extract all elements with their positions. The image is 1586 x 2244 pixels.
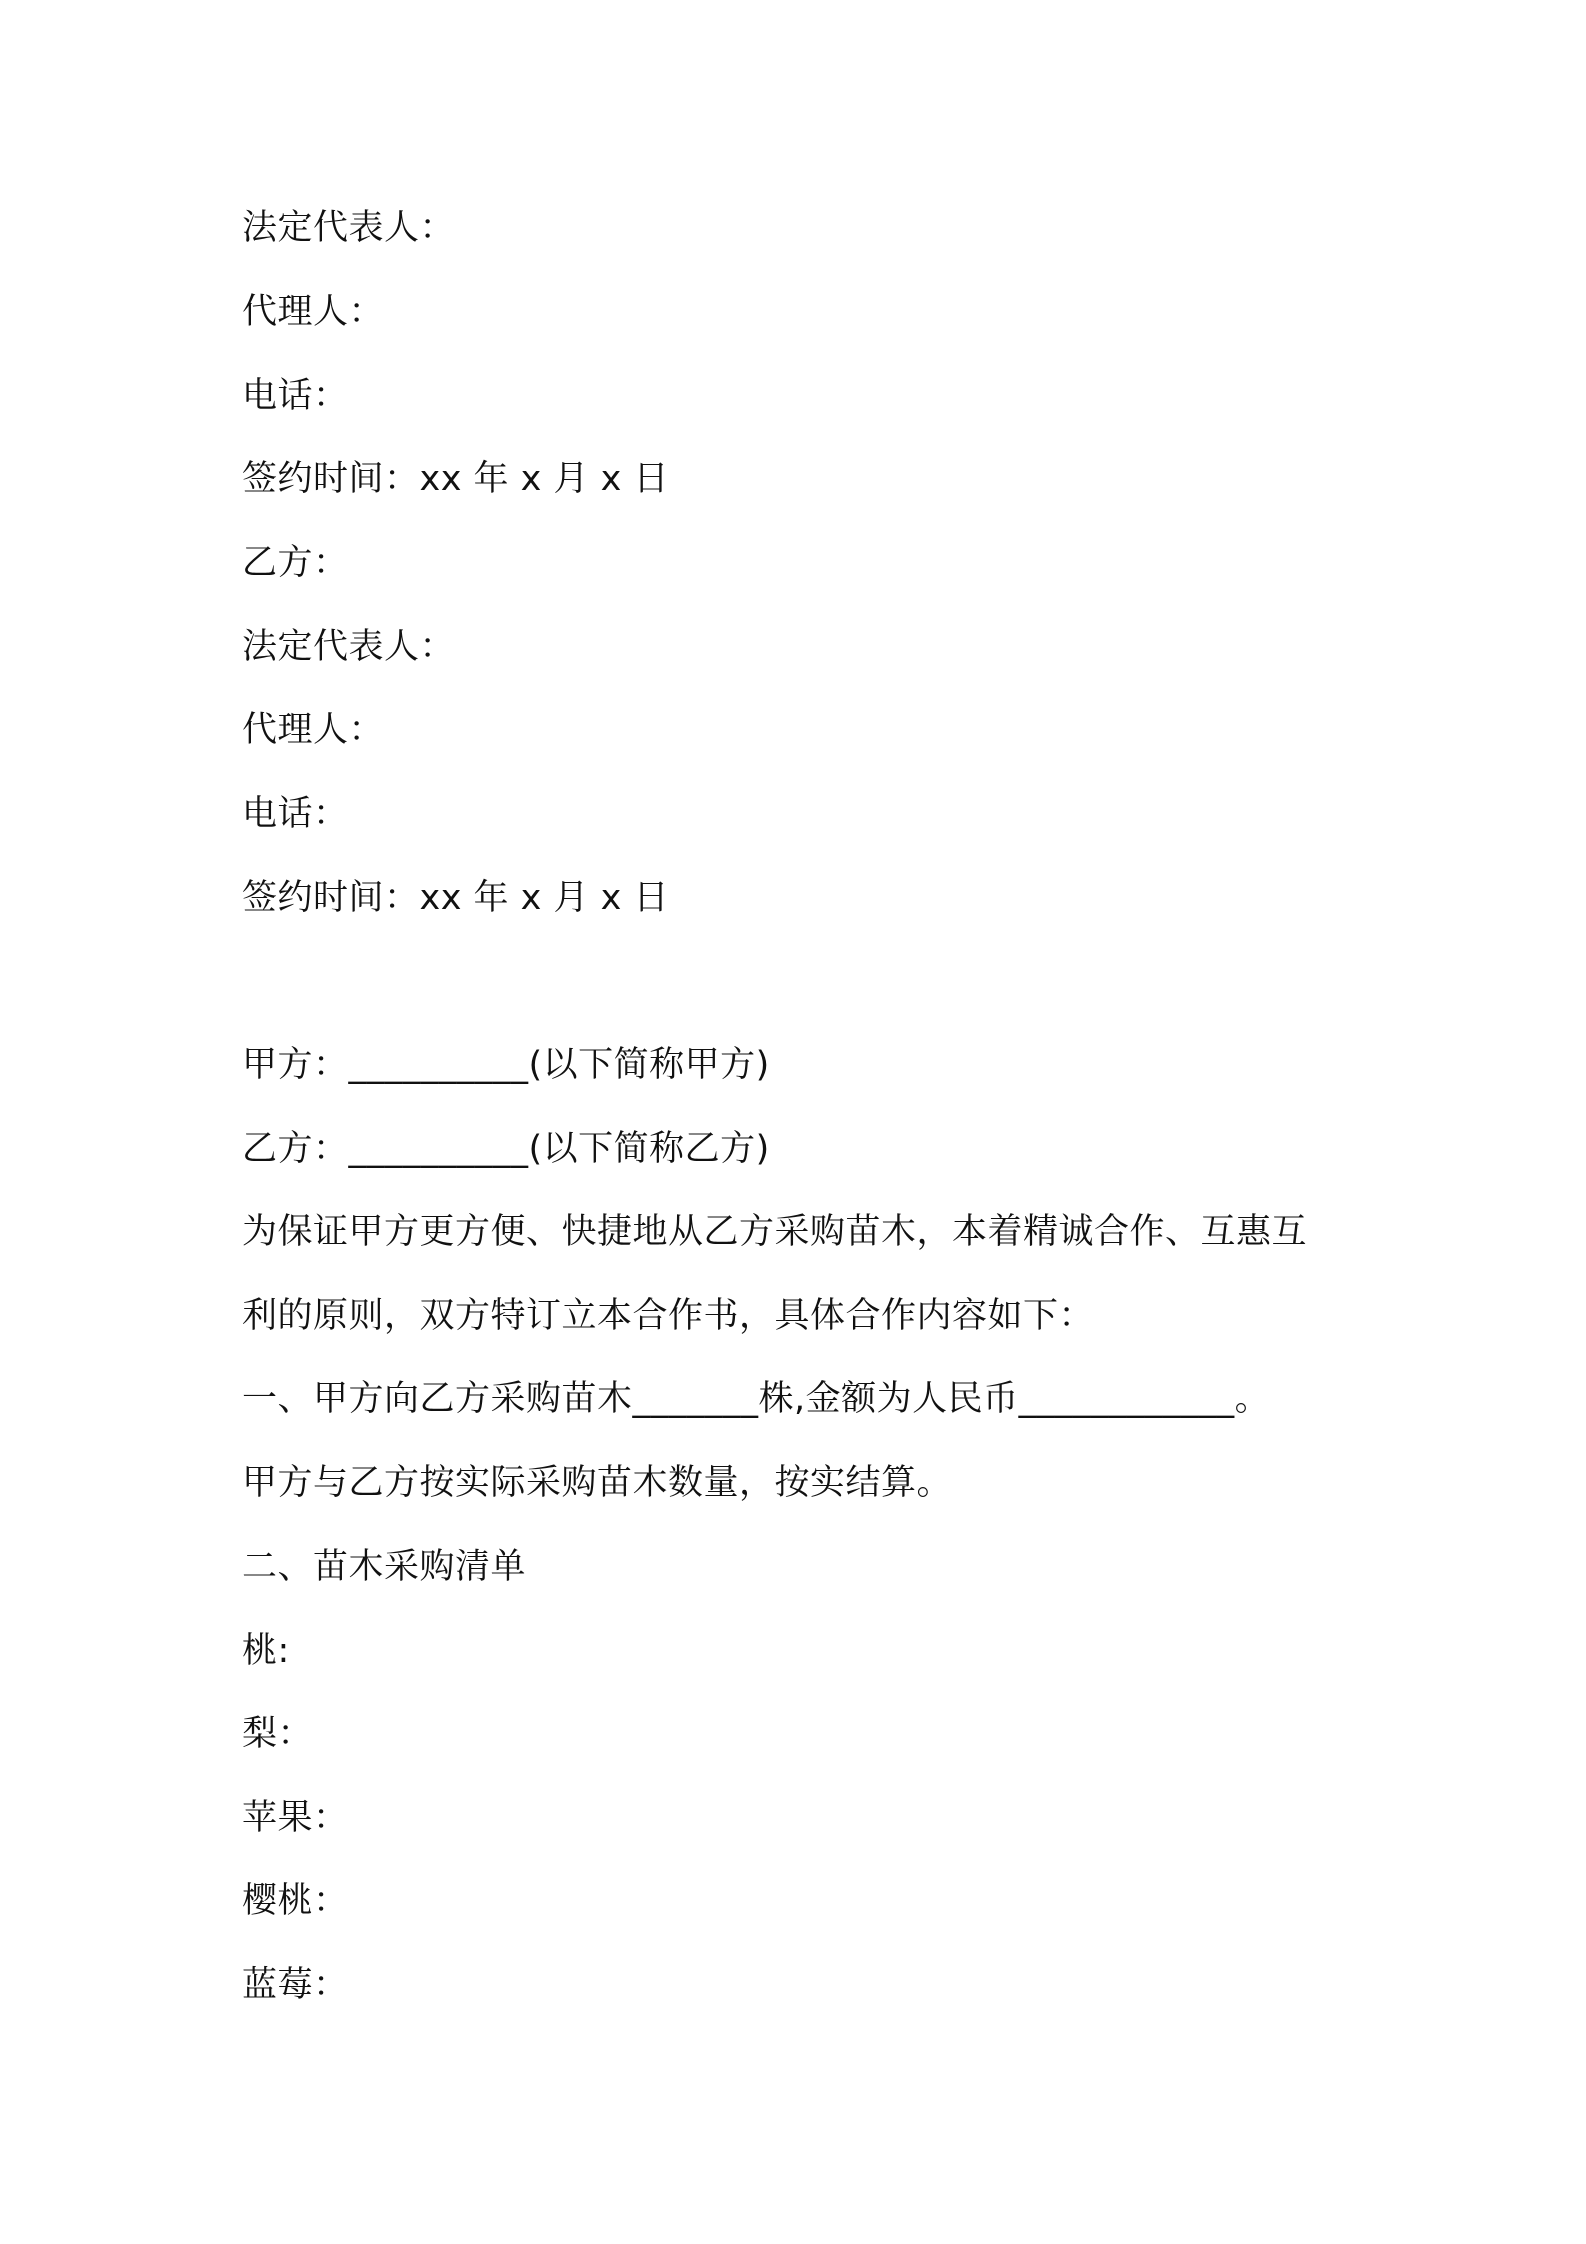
- intro-paragraph-line-1: 为保证甲方更方便、快捷地从乙方采购苗木，本着精诚合作、互惠互: [242, 1212, 1308, 1252]
- party-b-sign-date: 签约时间：xx 年 x 月 x 日: [242, 878, 669, 918]
- clause-2-title: 二、苗木采购清单: [242, 1547, 527, 1587]
- contract-party-b: 乙方：__________(以下简称乙方): [242, 1129, 770, 1169]
- party-b-phone-label: 电话：: [242, 794, 349, 834]
- intro-paragraph-line-2: 利的原则，双方特订立本合作书，具体合作内容如下：: [242, 1296, 1095, 1336]
- party-b-legal-rep-label: 法定代表人：: [242, 627, 456, 667]
- party-a-phone-label: 电话：: [242, 376, 349, 416]
- clause-1-line-2: 甲方与乙方按实际采购苗木数量，按实结算。: [242, 1463, 953, 1503]
- party-a-sign-date: 签约时间：xx 年 x 月 x 日: [242, 459, 669, 499]
- party-b-label: 乙方：: [242, 543, 349, 583]
- purchase-item-pear: 梨：: [242, 1714, 314, 1754]
- party-a-legal-rep-label: 法定代表人：: [242, 208, 456, 248]
- purchase-item-peach: 桃:: [242, 1631, 290, 1671]
- party-b-agent-label: 代理人：: [242, 710, 385, 750]
- purchase-item-cherry: 樱桃：: [242, 1881, 349, 1921]
- purchase-item-apple: 苹果：: [242, 1798, 349, 1838]
- clause-1-line-1: 一、甲方向乙方采购苗木_______株,金额为人民币____________。: [242, 1379, 1271, 1419]
- contract-party-a: 甲方：__________(以下简称甲方): [242, 1045, 770, 1085]
- party-a-agent-label: 代理人：: [242, 292, 385, 332]
- purchase-item-blueberry: 蓝莓：: [242, 1965, 349, 2005]
